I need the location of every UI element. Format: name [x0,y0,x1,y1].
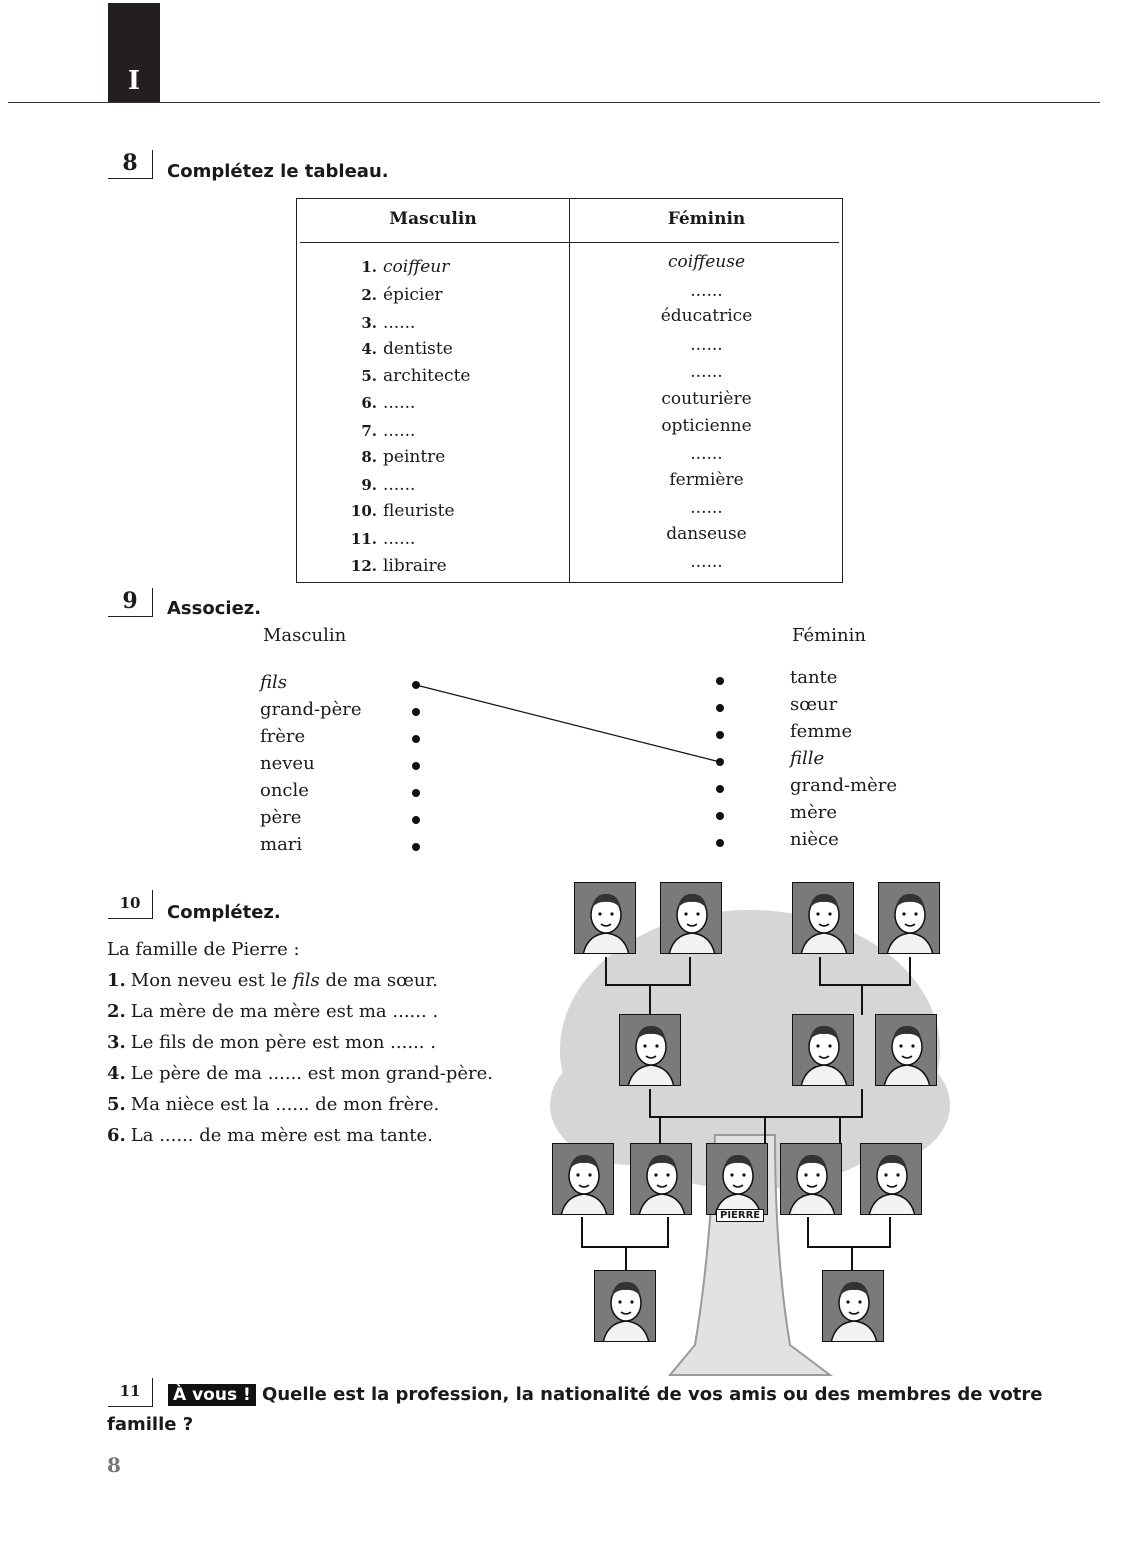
exercise-10-instruction: Complétez. [167,902,281,923]
family-member-portrait [552,1143,614,1215]
masculin-term: frère [260,726,306,747]
masculin-term: oncle [260,780,309,801]
feminin-word: ...... [690,362,723,382]
sentence-number: 5. [107,1094,126,1115]
exercise-11-question [168,1384,1042,1405]
family-sentence [107,1094,439,1115]
masculin-word: architecte [383,366,471,386]
page-number: 8 [107,1453,121,1477]
associate-header-masculin: Masculin [263,625,347,646]
sentence-number: 3. [107,1032,126,1053]
row-number: 9. [361,476,377,494]
masculin-word: ...... [383,393,416,413]
feminin-word: ...... [690,335,723,355]
masculin-word: coiffeur [383,257,450,277]
masculin-word: fleuriste [383,501,455,521]
sentence-text: La mère de ma mère est ma ...... . [130,1001,439,1022]
row-number: 11. [350,530,377,548]
a-vous-badge: À vous ! [168,1384,256,1406]
masculin-word: ...... [383,421,416,441]
table-header-feminin: Féminin [667,209,746,229]
feminin-term: mère [790,802,837,823]
sentence-text: Le père de ma ...... est mon grand-père. [130,1063,494,1084]
fils-fille-link [416,685,720,762]
question-line-2: famille ? [107,1414,194,1435]
row-number: 7. [361,422,377,440]
row-number: 10. [350,502,377,520]
family-member-portrait [619,1014,681,1086]
family-member-portrait [574,882,636,954]
masculin-word: ...... [383,313,416,333]
masculin-word: épicier [383,285,443,305]
feminin-word: coiffeuse [667,252,746,272]
family-member-portrait [792,1014,854,1086]
masculin-word: dentiste [383,339,453,359]
feminin-term: femme [790,721,853,742]
masculin-term: neveu [260,753,315,774]
family-intro: La famille de Pierre : [107,939,300,960]
family-member-portrait [780,1143,842,1215]
family-member-portrait [594,1270,656,1342]
exercise-8-number: 8 [108,150,153,179]
pierre-name-tag: PIERRE [716,1209,764,1222]
family-sentence [107,1125,433,1146]
feminin-word: ...... [690,552,723,572]
feminin-word: fermière [669,470,744,490]
family-member-portrait [822,1270,884,1342]
family-sentence [107,1063,493,1084]
sentence-text: Ma nièce est la ...... de mon frère. [130,1094,440,1115]
feminin-word: opticienne [661,416,752,436]
sentence-number: 1. [107,970,126,991]
row-number: 4. [361,340,377,358]
row-number: 6. [361,394,377,412]
exercise-11-number: 11 [108,1378,153,1407]
masculin-word: peintre [383,447,446,467]
exercise-8-instruction: Complétez le tableau. [167,161,389,182]
masculin-word: ...... [383,529,416,549]
exercise-10-number: 10 [108,890,153,919]
feminin-word: couturière [661,389,752,409]
masculin-term: fils [260,672,287,693]
family-sentence [107,1032,436,1053]
feminin-word: ...... [690,498,723,518]
table-header-masculin: Masculin [389,209,477,229]
feminin-term: tante [790,667,838,688]
feminin-term: fille [790,748,825,769]
sentence-number: 6. [107,1125,126,1146]
sentence-text: Le fils de mon père est mon ...... . [130,1032,436,1053]
sentence-text: La ...... de ma mère est ma tante. [130,1125,433,1146]
masculin-term: mari [260,834,303,855]
masculin-word: libraire [383,556,447,576]
family-sentence [107,970,438,991]
exercise-9-instruction: Associez. [167,598,262,619]
family-member-portrait [792,882,854,954]
exercise-9-number: 9 [108,588,153,617]
feminin-term: sœur [790,694,838,715]
family-member-portrait [706,1143,768,1215]
family-member-portrait [875,1014,937,1086]
masculin-word: ...... [383,475,416,495]
family-member-portrait [630,1143,692,1215]
sentence-number: 2. [107,1001,126,1022]
family-sentence [107,1001,438,1022]
chapter-number: I [127,66,141,96]
feminin-term: nièce [790,829,839,850]
family-member-portrait [660,882,722,954]
associate-header-feminin: Féminin [792,625,866,646]
masculin-term: père [260,807,302,828]
family-member-portrait [860,1143,922,1215]
row-number: 12. [350,557,377,575]
family-member-portrait [878,882,940,954]
sentence-text-end: de ma sœur. [319,970,438,991]
sentence-number: 4. [107,1063,126,1084]
feminin-word: ...... [690,444,723,464]
feminin-term: grand-mère [790,775,898,796]
row-number: 8. [361,448,377,466]
row-number: 3. [361,314,377,332]
feminin-word: ...... [690,281,723,301]
row-number: 5. [361,367,377,385]
row-number: 1. [361,258,377,276]
feminin-word: danseuse [666,524,747,544]
feminin-word: éducatrice [660,306,753,326]
sentence-answer: fils [292,970,320,991]
masculin-term: grand-père [260,699,362,720]
sentence-text: Mon neveu est le [130,970,293,991]
row-number: 2. [361,286,377,304]
question-line-1: Quelle est la profession, la nationalité de vos amis ou des membres de votre [262,1384,1043,1405]
